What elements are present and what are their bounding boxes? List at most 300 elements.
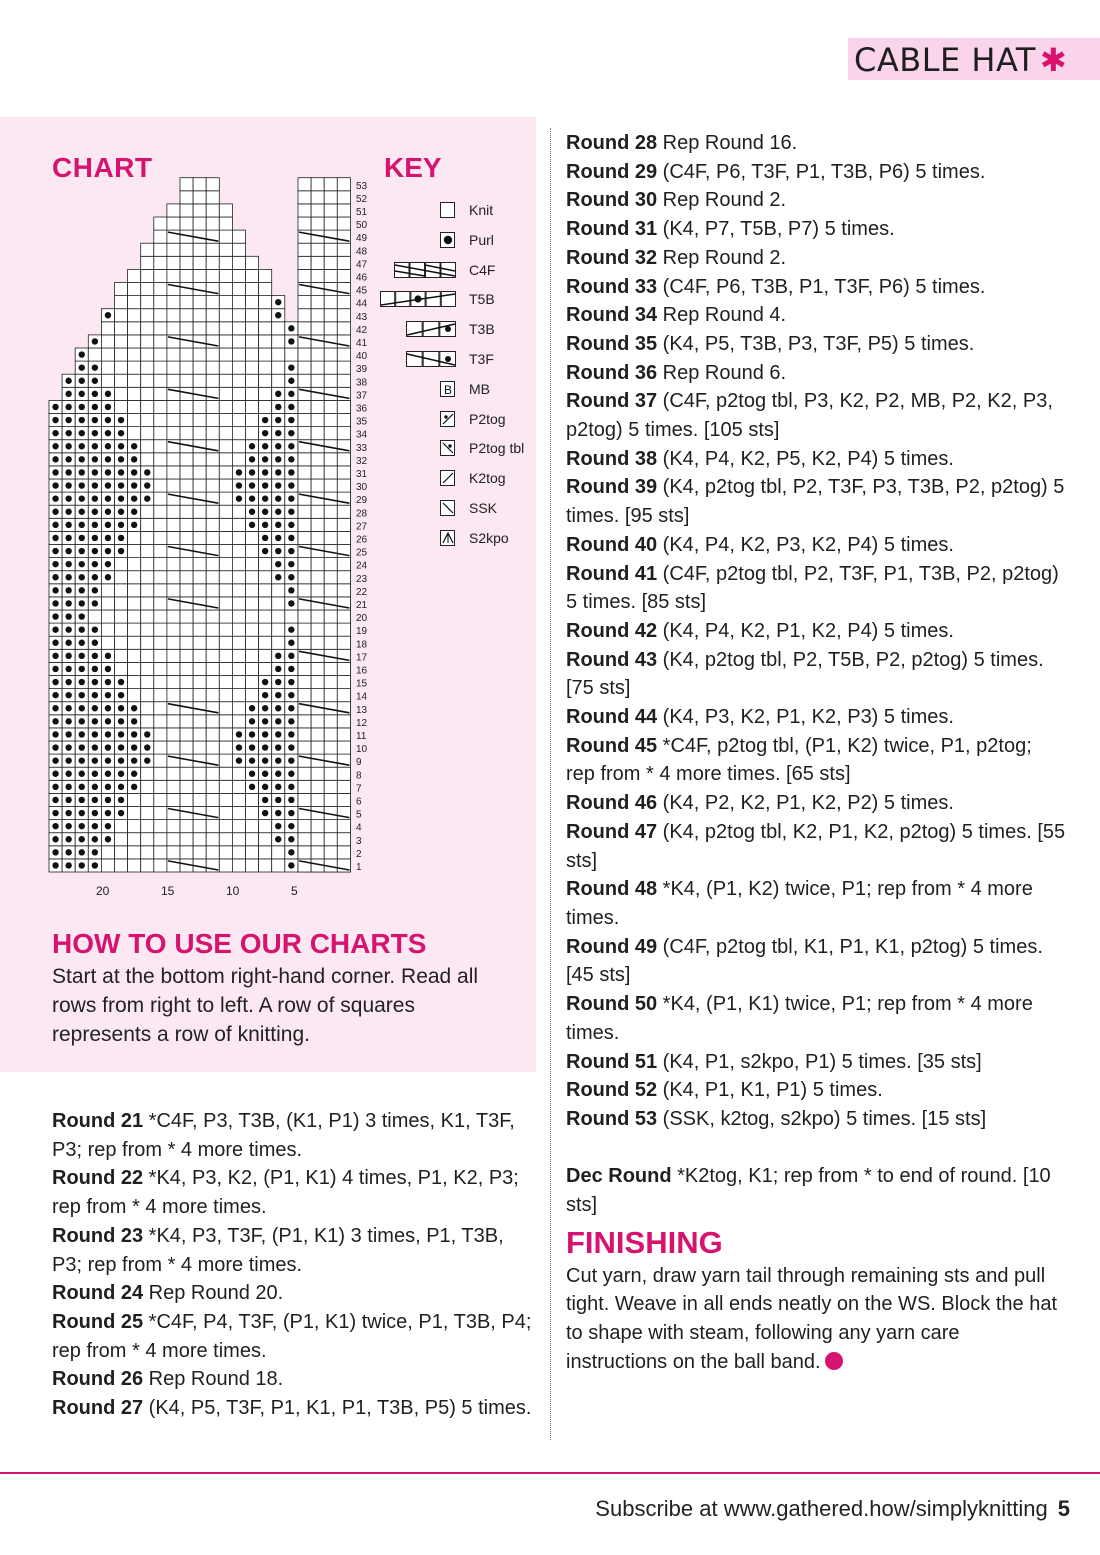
- purl-dot: [131, 771, 137, 777]
- chart-cell: [219, 649, 232, 662]
- yarn-ball-icon: [825, 1352, 843, 1370]
- chart-cell: [311, 676, 324, 689]
- chart-cell: [193, 414, 206, 427]
- purl-dot: [288, 797, 294, 803]
- chart-cell: [128, 859, 141, 872]
- chart-cell: [193, 374, 206, 387]
- chart-cell: [246, 676, 259, 689]
- purl-dot: [288, 561, 294, 567]
- chart-cell: [219, 741, 232, 754]
- chart-cell: [219, 427, 232, 440]
- chart-cell: [259, 387, 272, 400]
- chart-cell: [154, 374, 167, 387]
- purl-dot: [92, 443, 98, 449]
- purl-dot: [288, 653, 294, 659]
- chart-cell: [167, 427, 180, 440]
- chart-cell: [206, 833, 219, 846]
- purl-dot: [79, 784, 85, 790]
- chart-cell: [285, 348, 298, 361]
- chart-cell: [101, 859, 114, 872]
- chart-cell: [324, 662, 337, 675]
- purl-dot: [249, 757, 255, 763]
- chart-cell: [232, 833, 245, 846]
- chart-cell: [272, 335, 285, 348]
- star-icon: ✱: [1039, 41, 1068, 79]
- chart-cell: [324, 243, 337, 256]
- chart-cell: [298, 689, 311, 702]
- purl-dot: [275, 574, 281, 580]
- round-label: Round 50: [566, 993, 658, 1016]
- chart-cell: [219, 833, 232, 846]
- chart-cell: [154, 689, 167, 702]
- chart-cell: [128, 348, 141, 361]
- purl-dot: [105, 430, 111, 436]
- chart-cell: [193, 322, 206, 335]
- chart-cell: [193, 846, 206, 859]
- chart-cell: [167, 793, 180, 806]
- purl-dot: [275, 417, 281, 423]
- purl-dot: [92, 771, 98, 777]
- chart-cell: [167, 846, 180, 859]
- chart-cell: [167, 466, 180, 479]
- purl-dot: [92, 391, 98, 397]
- purl-dot: [79, 443, 85, 449]
- chart-cell: [206, 623, 219, 636]
- purl-dot: [79, 522, 85, 528]
- round-label: Round 37: [566, 390, 658, 413]
- chart-cell: [324, 518, 337, 531]
- purl-dot: [131, 744, 137, 750]
- chart-cell: [337, 780, 350, 793]
- chart-cell: [128, 610, 141, 623]
- chart-cell: [246, 322, 259, 335]
- chart-cell: [154, 466, 167, 479]
- purl-dot: [118, 495, 124, 501]
- chart-cell: [154, 217, 167, 230]
- chart-cell: [167, 453, 180, 466]
- row-number: 18: [356, 639, 368, 651]
- key-heading: KEY: [384, 152, 442, 183]
- chart-cell: [167, 728, 180, 741]
- chart-cell: [101, 636, 114, 649]
- chart-cell: [298, 217, 311, 230]
- chart-cell: [311, 623, 324, 636]
- chart-cell: [154, 702, 167, 715]
- chart-cell: [311, 269, 324, 282]
- chart-cell: [337, 833, 350, 846]
- purl-dot: [105, 509, 111, 515]
- chart-cell: [298, 636, 311, 649]
- chart-cell: [232, 636, 245, 649]
- purl-dot: [275, 548, 281, 554]
- chart-cell: [141, 597, 154, 610]
- chart-cell: [154, 531, 167, 544]
- round-label: Round 33: [566, 275, 658, 298]
- purl-dot: [262, 430, 268, 436]
- chart-cell: [219, 269, 232, 282]
- round-label: Round 26: [52, 1368, 144, 1391]
- chart-cell: [193, 296, 206, 309]
- row-number: 35: [356, 416, 368, 428]
- purl-dot: [118, 692, 124, 698]
- chart-cell: [272, 374, 285, 387]
- purl-dot: [52, 823, 58, 829]
- row-number: 4: [356, 822, 362, 834]
- chart-cell: [154, 335, 167, 348]
- chart-cell: [219, 793, 232, 806]
- chart-cell: [219, 636, 232, 649]
- purl-dot: [65, 509, 71, 515]
- purl-dot: [92, 797, 98, 803]
- chart-cell: [193, 427, 206, 440]
- purl-dot: [288, 771, 294, 777]
- chart-cell: [180, 453, 193, 466]
- purl-dot: [79, 469, 85, 475]
- chart-cell: [272, 846, 285, 859]
- purl-dot: [288, 731, 294, 737]
- chart-cell: [128, 283, 141, 296]
- chart-cell: [128, 820, 141, 833]
- purl-dot: [79, 640, 85, 646]
- purl-dot: [144, 757, 150, 763]
- chart-cell: [219, 662, 232, 675]
- t3f-symbol-icon: [406, 351, 456, 368]
- purl-dot: [275, 679, 281, 685]
- chart-cell: [154, 256, 167, 269]
- chart-cell: [180, 636, 193, 649]
- purl-dot: [105, 495, 111, 501]
- purl-dot: [65, 587, 71, 593]
- purl-dot: [52, 626, 58, 632]
- round-42: [566, 617, 1066, 646]
- chart-cell: [206, 846, 219, 859]
- key-label: MB: [469, 380, 490, 397]
- chart-cell: [272, 361, 285, 374]
- chart-cell: [141, 767, 154, 780]
- chart-cell: [337, 466, 350, 479]
- chart-cell: [232, 662, 245, 675]
- purl-dot: [288, 757, 294, 763]
- chart-cell: [141, 322, 154, 335]
- purl-dot: [118, 482, 124, 488]
- purl-dot: [52, 744, 58, 750]
- chart-cell: [219, 374, 232, 387]
- chart-cell: [337, 427, 350, 440]
- chart-cell: [232, 649, 245, 662]
- row-number: 5: [356, 809, 362, 821]
- round-38: [566, 445, 1066, 474]
- purl-dot: [131, 705, 137, 711]
- purl-dot: [105, 312, 111, 318]
- chart-cell: [337, 571, 350, 584]
- chart-cell: [311, 427, 324, 440]
- row-number: 29: [356, 495, 368, 507]
- row-number: 50: [356, 220, 368, 232]
- chart-cell: [180, 204, 193, 217]
- chart-cell: [193, 479, 206, 492]
- chart-cell: [180, 780, 193, 793]
- purl-dot: [288, 548, 294, 554]
- chart-cell: [141, 256, 154, 269]
- round-label: Round 34: [566, 304, 658, 327]
- chart-cell: [298, 715, 311, 728]
- chart-cell: [206, 820, 219, 833]
- chart-cell: [259, 636, 272, 649]
- round-text: (K4, P5, T3F, P1, K1, P1, T3B, P5) 5 times.: [143, 1397, 532, 1420]
- chart-cell: [115, 335, 128, 348]
- row-number: 2: [356, 848, 362, 860]
- chart-cell: [206, 518, 219, 531]
- chart-cell: [219, 545, 232, 558]
- mb-symbol-icon: [440, 381, 456, 398]
- chart-cell: [154, 387, 167, 400]
- round-text: (SSK, k2tog, s2kpo) 5 times. [15 sts]: [657, 1107, 987, 1130]
- round-35: [566, 330, 1066, 359]
- chart-cell: [167, 662, 180, 675]
- chart-cell: [101, 348, 114, 361]
- chart-cell: [232, 453, 245, 466]
- chart-cell: [193, 217, 206, 230]
- chart-cell: [167, 414, 180, 427]
- chart-cell: [219, 400, 232, 413]
- round-text: (C4F, P6, T3B, P1, T3F, P6) 5 times.: [657, 275, 986, 298]
- purl-dot: [92, 600, 98, 606]
- chart-cell: [311, 374, 324, 387]
- chart-cell: [180, 767, 193, 780]
- chart-cell: [154, 584, 167, 597]
- chart-cell: [193, 400, 206, 413]
- chart-cell: [141, 453, 154, 466]
- chart-cell: [246, 649, 259, 662]
- purl-dot: [65, 640, 71, 646]
- chart-cell: [298, 296, 311, 309]
- round-label: Round 28: [566, 132, 658, 154]
- chart-cell: [193, 466, 206, 479]
- chart-cell: [141, 309, 154, 322]
- chart-cell: [232, 361, 245, 374]
- chart-cell: [206, 571, 219, 584]
- purl-dot: [105, 653, 111, 659]
- purl-dot: [52, 548, 58, 554]
- purl-dot: [65, 836, 71, 842]
- row-number: 12: [356, 717, 368, 729]
- chart-cell: [206, 728, 219, 741]
- purl-dot: [79, 718, 85, 724]
- chart-cell: [311, 204, 324, 217]
- chart-cell: [219, 859, 232, 872]
- purl-dot: [65, 692, 71, 698]
- purl-dot: [288, 705, 294, 711]
- chart-cell: [167, 715, 180, 728]
- chart-cell: [128, 833, 141, 846]
- purl-dot: [131, 784, 137, 790]
- chart-cell: [206, 649, 219, 662]
- purl-dot: [92, 836, 98, 842]
- chart-cell: [167, 269, 180, 282]
- chart-cell: [219, 702, 232, 715]
- chart-cell: [219, 309, 232, 322]
- round-50: [566, 990, 1066, 1047]
- round-label: Round 32: [566, 246, 658, 269]
- chart-cell: [219, 518, 232, 531]
- round-31: [566, 215, 1066, 244]
- purl-dot: [262, 456, 268, 462]
- purl-dot: [118, 535, 124, 541]
- chart-cell: [246, 283, 259, 296]
- purl-dot: [52, 587, 58, 593]
- chart-cell: [232, 584, 245, 597]
- c4f-symbol-icon: [394, 262, 456, 279]
- chart-cell: [311, 846, 324, 859]
- chart-cell: [311, 793, 324, 806]
- row-number: 44: [356, 298, 368, 310]
- chart-cell: [232, 767, 245, 780]
- chart-cell: [193, 584, 206, 597]
- chart-cell: [219, 715, 232, 728]
- s2kpo-symbol-icon: [440, 530, 456, 547]
- chart-cell: [337, 741, 350, 754]
- purl-dot: [79, 600, 85, 606]
- row-number: 3: [356, 835, 362, 847]
- chart-cell: [206, 689, 219, 702]
- purl-dot: [275, 731, 281, 737]
- chart-cell: [246, 662, 259, 675]
- chart-cell: [324, 348, 337, 361]
- chart-cell: [154, 492, 167, 505]
- chart-cell: [180, 243, 193, 256]
- chart-cell: [141, 296, 154, 309]
- purl-dot: [118, 718, 124, 724]
- purl-dot: [105, 561, 111, 567]
- chart-cell: [272, 584, 285, 597]
- dec-round-text: *K2tog, K1; rep from * to end of round. [10 sts]: [566, 1165, 1051, 1216]
- row-number: 17: [356, 652, 368, 664]
- chart-cell: [101, 610, 114, 623]
- chart-cell: [154, 636, 167, 649]
- chart-cell: [180, 191, 193, 204]
- row-number: 36: [356, 403, 368, 415]
- purl-dot: [275, 430, 281, 436]
- purl-dot: [52, 692, 58, 698]
- chart-cell: [298, 309, 311, 322]
- purl-dot: [92, 823, 98, 829]
- chart-cell: [311, 466, 324, 479]
- chart-cell: [272, 636, 285, 649]
- chart-cell: [206, 466, 219, 479]
- row-number: 13: [356, 704, 368, 716]
- purl-dot: [92, 587, 98, 593]
- purl-dot: [52, 600, 58, 606]
- chart-cell: [115, 322, 128, 335]
- finishing-paragraph: [566, 1262, 1066, 1377]
- purl-dot: [65, 600, 71, 606]
- chart-cell: [154, 348, 167, 361]
- round-label: Round 40: [566, 533, 658, 556]
- row-number: 31: [356, 469, 368, 480]
- chart-cell: [219, 807, 232, 820]
- chart-cell: [167, 479, 180, 492]
- section-title: CABLE HAT: [854, 41, 1036, 79]
- purl-dot: [288, 535, 294, 541]
- chart-cell: [337, 676, 350, 689]
- chart-cell: [128, 558, 141, 571]
- purl-dot: [52, 679, 58, 685]
- chart-cell: [167, 689, 180, 702]
- purl-dot: [92, 744, 98, 750]
- chart-cell: [154, 518, 167, 531]
- purl-dot: [65, 456, 71, 462]
- chart-cell: [206, 780, 219, 793]
- purl-dot: [288, 600, 294, 606]
- purl-dot: [79, 862, 85, 868]
- purl-dot: [288, 469, 294, 475]
- purl-dot: [105, 391, 111, 397]
- chart-cell: [101, 623, 114, 636]
- row-number: 19: [356, 626, 368, 638]
- purl-dot: [79, 364, 85, 370]
- purl-dot: [118, 810, 124, 816]
- round-43: [566, 646, 1066, 703]
- purl-dot: [65, 561, 71, 567]
- chart-cell: [141, 859, 154, 872]
- purl-dot: [65, 430, 71, 436]
- chart-cell: [298, 453, 311, 466]
- chart-cell: [246, 387, 259, 400]
- chart-cell: [141, 414, 154, 427]
- chart-cell: [128, 636, 141, 649]
- purl-dot: [262, 495, 268, 501]
- chart-cell: [141, 715, 154, 728]
- round-text: Rep Round 18.: [143, 1368, 284, 1391]
- chart-cell: [206, 715, 219, 728]
- row-number: 6: [356, 796, 362, 808]
- purl-dot: [65, 482, 71, 488]
- chart-cell: [180, 610, 193, 623]
- purl-dot: [131, 456, 137, 462]
- purl-dot: [79, 731, 85, 737]
- purl-dot: [288, 430, 294, 436]
- purl-dot: [262, 718, 268, 724]
- row-number: 28: [356, 508, 368, 520]
- purl-dot: [262, 771, 268, 777]
- chart-cell: [219, 623, 232, 636]
- row-number: 32: [356, 455, 368, 467]
- purl-dot: [79, 692, 85, 698]
- chart-cell: [337, 348, 350, 361]
- purl-dot: [118, 430, 124, 436]
- chart-heading: CHART: [52, 152, 153, 183]
- round-53: [566, 1105, 1066, 1134]
- chart-cell: [232, 387, 245, 400]
- chart-cell: [337, 689, 350, 702]
- chart-cell: [311, 767, 324, 780]
- purl-dot: [262, 482, 268, 488]
- t3b-symbol-icon: [406, 321, 456, 338]
- chart-cell: [141, 427, 154, 440]
- k2tog-symbol-icon: [440, 470, 456, 487]
- purl-dot: [92, 548, 98, 554]
- round-label: Round 46: [566, 792, 658, 815]
- purl-dot: [262, 731, 268, 737]
- chart-cell: [141, 505, 154, 518]
- round-label: Round 43: [566, 648, 658, 671]
- row-number: 21: [356, 600, 368, 611]
- chart-cell: [298, 322, 311, 335]
- chart-cell: [311, 728, 324, 741]
- chart-cell: [219, 348, 232, 361]
- chart-cell: [311, 518, 324, 531]
- purl-dot: [79, 849, 85, 855]
